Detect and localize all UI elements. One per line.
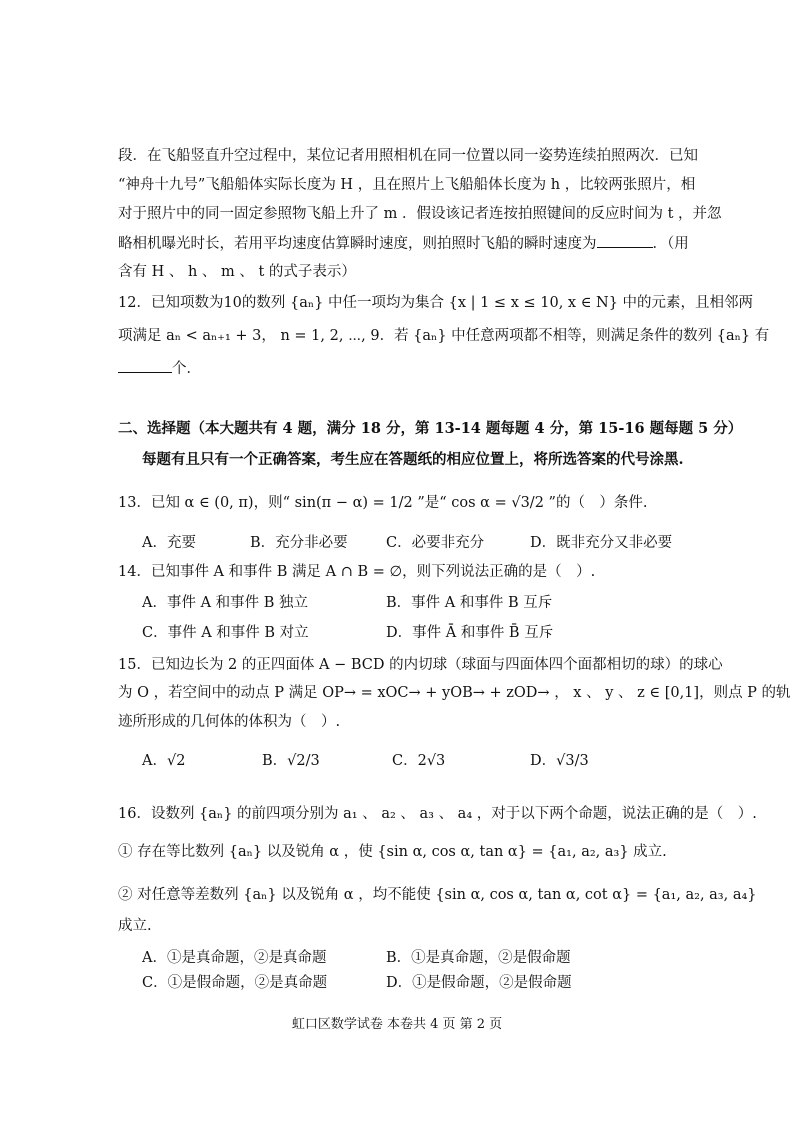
- answer-blank-q12: [118, 358, 172, 373]
- q16-stem: 16．设数列 {aₙ} 的前四项分别为 a₁ 、 a₂ 、 a₃ 、 a₄ ，对于以下两个命题，说法正确的是（ ）.: [118, 806, 757, 822]
- q14-stem: 14．已知事件 A 和事件 B 满足 A ∩ B = ∅，则下列说法正确的是（ ）.: [118, 564, 596, 580]
- q14-option-a: A．事件 A 和事件 B 独立: [142, 595, 309, 611]
- q15-option-d: D．√3/3: [530, 753, 589, 769]
- q11-line-4-text: 略相机曝光时长，若用平均速度估算瞬时速度，则拍照时飞船的瞬时速度为: [118, 236, 597, 252]
- q16-proposition-2: ② 对任意等差数列 {aₙ} 以及锐角 α ，均不能使 {sin α, cos α, tan α, cot α} = {a₁, a₂, a₃, a₄}: [118, 887, 757, 903]
- section-instruction: 每题有且只有一个正确答案，考生应在答题纸的相应位置上，将所选答案的代号涂黑.: [142, 451, 684, 468]
- q15-line-1: 15．已知边长为 2 的正四面体 A − BCD 的内切球（球面与四面体四个面都相切的球）的球心: [118, 657, 723, 673]
- q14-option-b: B．事件 A 和事件 B 互斥: [386, 595, 553, 611]
- q12-line-3: [118, 358, 201, 379]
- q13-option-b: B．充分非必要: [250, 535, 348, 551]
- q11-line-5: 含有 H 、 h 、 m 、 t 的式子表示）: [118, 264, 356, 280]
- q16-proposition-2-cont: 成立.: [118, 918, 152, 934]
- q15-option-a: A．√2: [142, 753, 186, 769]
- q15-option-b: B．√2/3: [262, 753, 320, 769]
- q11-line-4-tail: ．（用: [652, 236, 689, 252]
- q13-option-c: C．必要非充分: [386, 535, 485, 551]
- q13-option-d: D．既非充分又非必要: [530, 535, 673, 551]
- q15-option-c: C．2√3: [392, 753, 446, 769]
- q16-option-d: D．①是假命题，②是假命题: [386, 975, 572, 991]
- q11-line-4: [118, 233, 689, 254]
- q16-option-a: A．①是真命题，②是真命题: [142, 950, 327, 966]
- q12-line-3-text: 个．: [172, 361, 201, 377]
- q16-option-c: C．①是假命题，②是真命题: [142, 975, 328, 991]
- q13-option-a: A．充要: [142, 535, 196, 551]
- q11-line-1: 段．在飞船竖直升空过程中，某位记者用照相机在同一位置以同一姿势连续拍照两次．已知: [118, 148, 698, 164]
- q11-line-2: “神舟十九号”飞船船体实际长度为 H ，且在照片上飞船船体长度为 h ，比较两张照片，相: [118, 177, 696, 193]
- q13-stem: 13．已知 α ∈ (0, π)，则“ sin(π − α) = 1/2 ”是“ cos α = √3/2 ”的（ ）条件.: [118, 495, 648, 511]
- q14-option-c: C．事件 A 和事件 B 对立: [142, 625, 309, 641]
- answer-blank-q11: [597, 233, 653, 248]
- q12-line-2: 项满足 aₙ < aₙ₊₁ + 3， n = 1, 2, ⋯, 9．若 {aₙ} 中任意两项都不相等，则满足条件的数列 {aₙ} 有: [118, 328, 770, 344]
- section-title: 二、选择题（本大题共有 4 题，满分 18 分，第 13-14 题每题 4 分，第 15-16 题每题 5 分）: [118, 420, 743, 437]
- q12-line-1: 12．已知项数为10的数列 {aₙ} 中任一项均为集合 {x | 1 ≤ x ≤ 10, x ∈ N} 中的元素，且相邻两: [118, 295, 754, 311]
- page-footer: 虹口区数学试卷 本卷共 4 页 第 2 页: [291, 1017, 503, 1032]
- q16-proposition-1: ① 存在等比数列 {aₙ} 以及锐角 α ，使 {sin α, cos α, tan α} = {a₁, a₂, a₃} 成立.: [118, 844, 667, 860]
- q15-line-2: 为 O ，若空间中的动点 P 满足 OP→ = xOC→ + yOB→ + zOD→ ， x 、 y 、 z ∈ [0,1]，则点 P 的轨: [118, 685, 791, 701]
- q16-option-b: B．①是真命题，②是假命题: [386, 950, 571, 966]
- q15-line-3: 迹所形成的几何体的体积为（ ）.: [118, 714, 341, 730]
- q11-line-3: 对于照片中的同一固定参照物飞船上升了 m ．假设该记者连按拍照键间的反应时间为 t ，并忽: [118, 206, 722, 222]
- q14-option-d: D．事件 Ā 和事件 B̄ 互斥: [386, 625, 554, 641]
